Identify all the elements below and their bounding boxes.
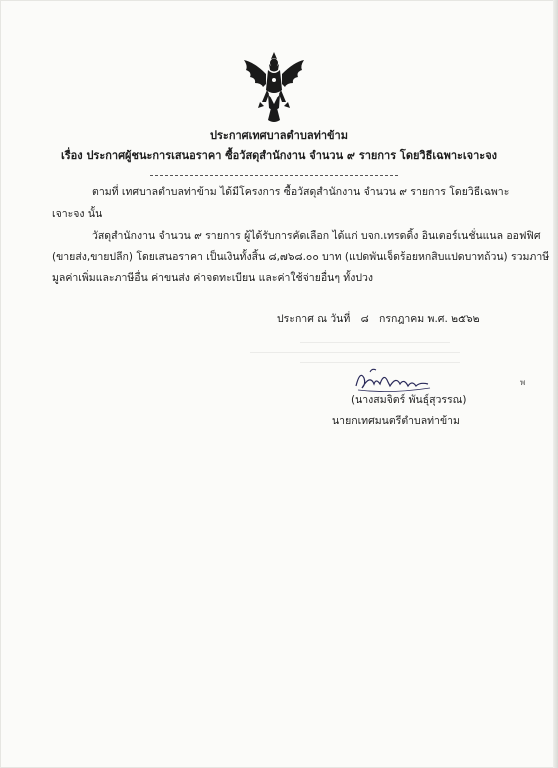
- handwritten-signature: [350, 364, 436, 398]
- bleed-through-line: [300, 342, 450, 343]
- margin-mark: พ: [520, 378, 526, 387]
- page-edge: [553, 0, 558, 768]
- paragraph-1-line-1: ตามที่ เทศบาลตำบลท่าข้าม ได้มีโครงการ ซื้อวัสดุสำนักงาน จำนวน ๙ รายการ โดยวิธีเฉพาะ: [92, 186, 510, 198]
- paragraph-1-line-2: เจาะจง นั้น: [52, 208, 103, 220]
- bleed-through-line: [250, 352, 460, 353]
- signatory-title: นายกเทศมนตรีตำบลท่าข้าม: [332, 415, 460, 427]
- garuda-emblem-icon: [238, 50, 310, 126]
- paragraph-2-line-1: วัสดุสำนักงาน จำนวน ๙ รายการ ผู้ได้รับการคัดเลือก ได้แก่ บจก.เทรดดิ้ง อินเตอร์เนชั่นแนล ออฟฟิศ: [92, 230, 541, 242]
- paragraph-2-line-2: (ขายส่ง,ขายปลีก) โดยเสนอราคา เป็นเงินทั้งสิ้น ๘,๗๖๘.๐๐ บาท (แปดพันเจ็ดร้อยหกสิบแปดบาทถ้วน) รวมภาษี: [52, 251, 550, 263]
- announcement-date: [277, 313, 480, 326]
- paragraph-2-line-3: มูลค่าเพิ่มและภาษีอื่น ค่าขนส่ง ค่าจดทะเบียน และค่าใช้จ่ายอื่นๆ ทั้งปวง: [52, 272, 374, 284]
- date-label: ประกาศ ณ วันที่: [277, 313, 351, 325]
- date-month-year: กรกฎาคม พ.ศ. ๒๕๖๒: [378, 313, 480, 325]
- signatory-name: (นางสมจิตร์ พันธุ์สุวรรณ): [351, 394, 467, 406]
- document-title: ประกาศเทศบาลตำบลท่าข้าม: [210, 129, 348, 142]
- document-subject: เรื่อง ประกาศผู้ชนะการเสนอราคา ซื้อวัสดุสำนักงาน จำนวน ๙ รายการ โดยวิธีเฉพาะเจาะจง: [60, 149, 498, 162]
- separator-line: [150, 175, 398, 176]
- bleed-through-line: [300, 362, 460, 363]
- date-day: ๘: [360, 313, 369, 325]
